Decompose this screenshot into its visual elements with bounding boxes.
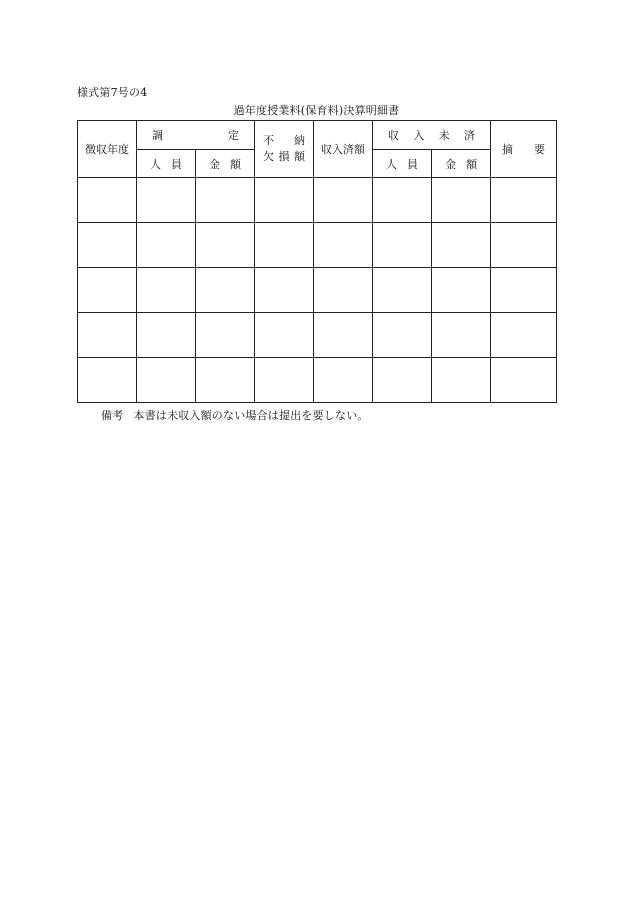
cell-year[interactable]	[78, 268, 137, 313]
cell-uncollected-persons[interactable]	[373, 313, 432, 358]
cell-uncollected-persons[interactable]	[373, 223, 432, 268]
header-assessed-amount	[196, 150, 255, 178]
header-deficit-char: 納	[294, 134, 305, 147]
header-collection-year: 徴収年度	[78, 121, 137, 178]
table-row	[78, 223, 557, 268]
header-uncollected-char: 未	[438, 129, 450, 142]
header-uncollected-amount-char: 金	[445, 157, 456, 171]
cell-assessed-amount[interactable]	[196, 178, 255, 223]
header-assessed-persons-char: 員	[171, 157, 182, 171]
header-row-1	[78, 121, 557, 150]
cell-deficit-loss[interactable]	[255, 178, 314, 223]
cell-assessed-amount[interactable]	[196, 358, 255, 403]
cell-year[interactable]	[78, 178, 137, 223]
header-uncollected-char: 入	[413, 129, 425, 142]
header-summary-char: 要	[534, 143, 545, 156]
cell-assessed-amount[interactable]	[196, 268, 255, 313]
cell-deficit-loss[interactable]	[255, 223, 314, 268]
cell-assessed-persons[interactable]	[137, 178, 196, 223]
header-assessed-persons	[137, 150, 196, 178]
header-assessed-char: 調	[152, 129, 163, 142]
header-summary	[491, 121, 557, 178]
remark	[101, 407, 369, 423]
cell-summary[interactable]	[491, 313, 557, 358]
header-uncollected-amount	[432, 150, 491, 178]
remark-label: 備考	[101, 409, 124, 422]
header-uncollected-persons	[373, 150, 432, 178]
cell-uncollected-amount[interactable]	[432, 268, 491, 313]
cell-summary[interactable]	[491, 268, 557, 313]
header-uncollected-char: 済	[463, 129, 475, 142]
form-number: 様式第7号の4	[77, 86, 148, 99]
table-row	[78, 178, 557, 223]
header-assessed	[137, 121, 255, 150]
cell-uncollected-persons[interactable]	[373, 268, 432, 313]
cell-collected-amount[interactable]	[314, 358, 373, 403]
header-deficit-loss	[255, 121, 314, 178]
cell-uncollected-amount[interactable]	[432, 358, 491, 403]
header-deficit-char: 額	[294, 150, 305, 163]
header-assessed-persons-char: 人	[150, 157, 161, 171]
header-deficit-char: 不	[263, 134, 274, 147]
cell-deficit-loss[interactable]	[255, 313, 314, 358]
cell-deficit-loss[interactable]	[255, 268, 314, 313]
settlement-detail-table	[77, 120, 557, 403]
header-deficit-char: 欠	[263, 150, 274, 163]
header-uncollected-amount-char: 額	[466, 157, 477, 171]
header-uncollected-persons-char: 員	[407, 157, 418, 171]
cell-assessed-persons[interactable]	[137, 268, 196, 313]
cell-assessed-persons[interactable]	[137, 223, 196, 268]
cell-assessed-amount[interactable]	[196, 313, 255, 358]
header-deficit-char: 損	[278, 150, 290, 163]
cell-deficit-loss[interactable]	[255, 358, 314, 403]
header-uncollected	[373, 121, 491, 150]
cell-year[interactable]	[78, 223, 137, 268]
cell-collected-amount[interactable]	[314, 268, 373, 313]
header-summary-char: 摘	[502, 143, 513, 156]
header-uncollected-char: 収	[388, 129, 399, 142]
cell-assessed-amount[interactable]	[196, 223, 255, 268]
cell-assessed-persons[interactable]	[137, 313, 196, 358]
table-row	[78, 313, 557, 358]
table-row	[78, 268, 557, 313]
header-assessed-amount-char: 額	[230, 157, 241, 171]
cell-summary[interactable]	[491, 358, 557, 403]
remark-text: 本書は未収入額のない場合は提出を要しない。	[133, 409, 369, 422]
cell-uncollected-persons[interactable]	[373, 358, 432, 403]
table-row	[78, 358, 557, 403]
cell-uncollected-amount[interactable]	[432, 223, 491, 268]
cell-collected-amount[interactable]	[314, 223, 373, 268]
cell-uncollected-persons[interactable]	[373, 178, 432, 223]
cell-collected-amount[interactable]	[314, 313, 373, 358]
cell-uncollected-amount[interactable]	[432, 178, 491, 223]
header-assessed-char: 定	[228, 129, 239, 142]
cell-collected-amount[interactable]	[314, 178, 373, 223]
cell-uncollected-amount[interactable]	[432, 313, 491, 358]
header-uncollected-persons-char: 人	[386, 157, 397, 171]
cell-summary[interactable]	[491, 178, 557, 223]
cell-year[interactable]	[78, 358, 137, 403]
cell-assessed-persons[interactable]	[137, 358, 196, 403]
cell-summary[interactable]	[491, 223, 557, 268]
header-collected-amount: 収入済額	[314, 121, 373, 178]
cell-year[interactable]	[78, 313, 137, 358]
header-assessed-amount-char: 金	[209, 157, 220, 171]
document-title: 過年度授業料(保育料)決算明細書	[233, 104, 400, 117]
